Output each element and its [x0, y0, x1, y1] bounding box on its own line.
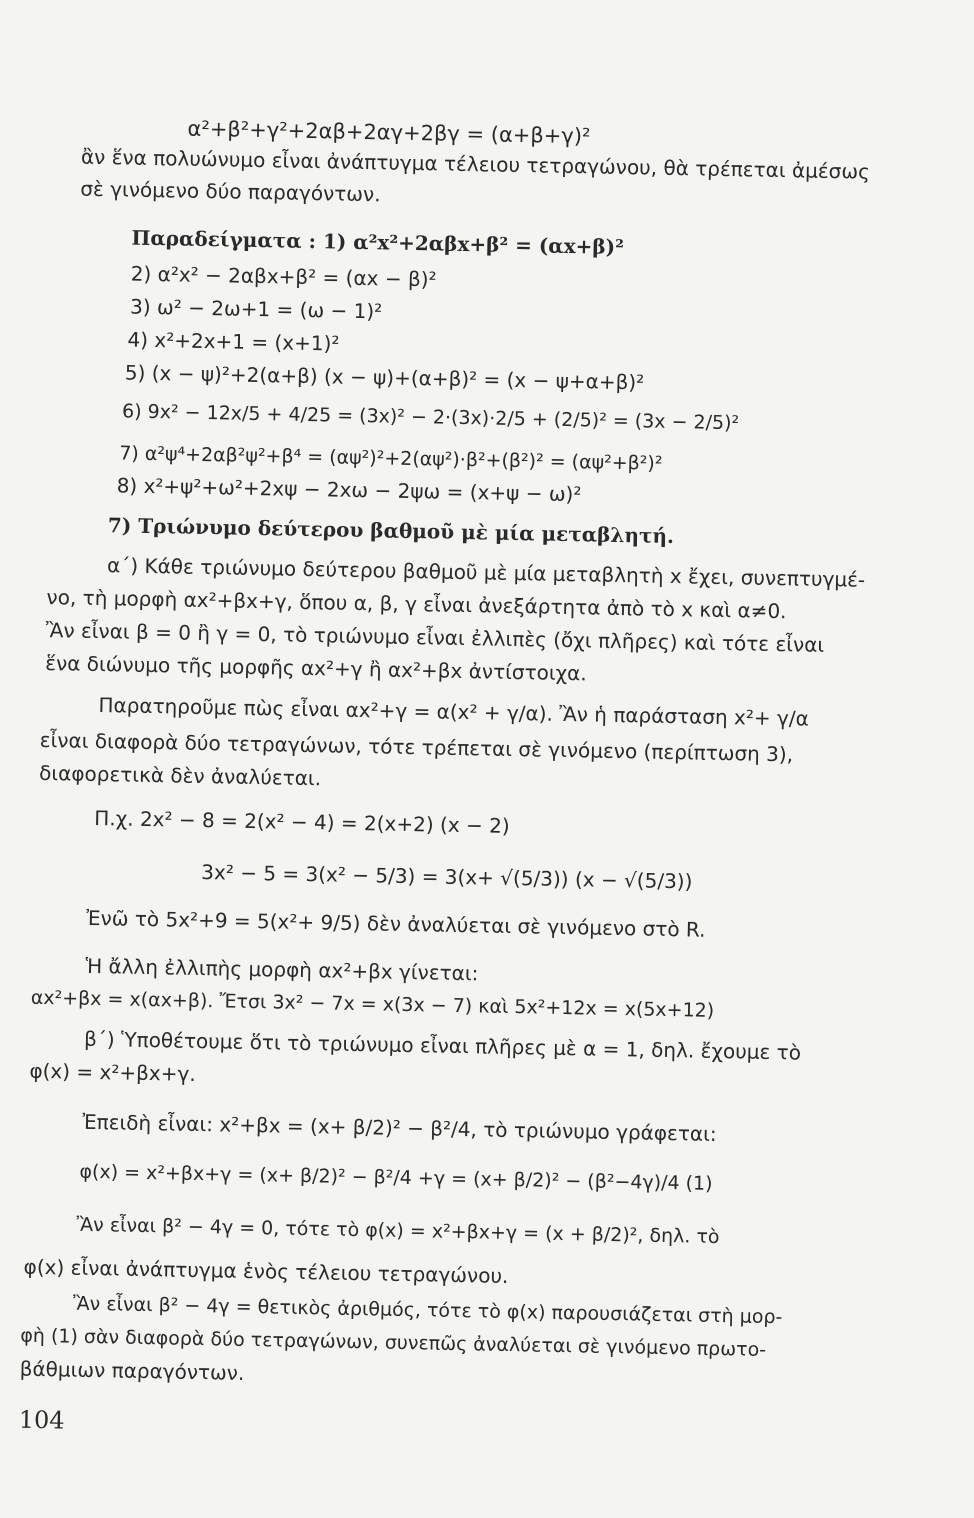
- text-line: Ἡ ἄλλη ἐλλιπὴς μορφὴ αx²+βx γίνεται:: [85, 953, 479, 986]
- example-6: 6) 9x² − 12x/5 + 4/25 = (3x)² − 2·(3x)·2/5 + (2/5)² = (3x − 2/5)²: [121, 400, 740, 435]
- text-line: βάθμιων παραγόντων.: [19, 1356, 245, 1385]
- text-line: νο, τὴ μορφὴ αx²+βx+γ, ὅπου α, β, γ εἶναι ἀνεξάρτητα ἀπὸ τὸ x καὶ α≠0.: [46, 585, 787, 624]
- text-line: α΄) Κάθε τριώνυμο δεύτερου βαθμοῦ μὲ μία μεταβλητὴ x ἔχει, συνεπτυγμέ-: [106, 553, 866, 592]
- text-line: φ(x) εἶναι ἀνάπτυγμα ἑνὸς τέλειου τετραγώνου.: [23, 1254, 509, 1288]
- example-5: 5) (x − ψ)²+2(α+β) (x − ψ)+(α+β)² = (x − ψ+α+β)²: [124, 360, 645, 395]
- text-line: ἕνα διώνυμο τῆς μορφῆς αx²+γ ἢ αx²+βx ἀντίστοιχα.: [45, 650, 587, 686]
- equation-1: φ(x) = x²+βx+γ = (x+ β/2)² − β²/4 +γ = (x+ β/2)² − (β²−4γ)/4 (1): [79, 1160, 713, 1195]
- text-line: Ἂν εἶναι β = 0 ἢ γ = 0, τὸ τριώνυμο εἶναι ἐλλιπὲς (ὄχι πλῆρες) καὶ τότε εἶναι: [45, 617, 825, 657]
- text-line: Ἐνῶ τὸ 5x²+9 = 5(x²+ 9/5) δὲν ἀναλύεται σὲ γινόμενο στὸ R.: [86, 905, 706, 942]
- text-line: φὴ (1) σὰν διαφορὰ δύο τετραγώνων, συνεπῶς ἀναλύεται σὲ γινόμενο πρωτο-: [20, 1324, 767, 1361]
- page-number: 104: [18, 1405, 65, 1435]
- examples-heading: Παραδείγματα : 1) α²x²+2αβx+β² = (αx+β)²: [131, 225, 625, 260]
- text-line: Ἂν εἶναι β² − 4γ = 0, τότε τὸ φ(x) = x²+βx+γ = (x + β/2)², δηλ. τὸ: [76, 1213, 720, 1249]
- example-7: 7) α²ψ⁴+2αβ²ψ²+β⁴ = (αψ²)²+2(αψ²)·β²+(β²)² = (αψ²+β²)²: [119, 442, 663, 475]
- example-line: Π.χ. 2x² − 8 = 2(x² − 4) = 2(x+2) (x − 2): [94, 805, 510, 838]
- text-line: β΄) Ὑποθέτουμε ὅτι τὸ τριώνυμο εἶναι πλῆρες μὲ α = 1, δηλ. ἔχουμε τὸ: [83, 1026, 802, 1065]
- text-line: Ἂν εἶναι β² − 4γ = θετικὸς ἀριθμός, τότε τὸ φ(x) παρουσιάζεται στὴ μορ-: [72, 1292, 783, 1329]
- text-line: φ(x) = x²+βx+γ.: [29, 1058, 196, 1086]
- section-heading: 7) Τριώνυμο δεύτερου βαθμοῦ μὲ μία μεταβλητή.: [107, 513, 675, 549]
- example-3: 3) ω² − 2ω+1 = (ω − 1)²: [129, 294, 383, 324]
- example-4: 4) x²+2x+1 = (x+1)²: [127, 327, 340, 356]
- text-line: εἶναι διαφορὰ δύο τετραγώνων, τότε τρέπεται σὲ γινόμενο (περίπτωση 3),: [39, 727, 794, 767]
- example-8: 8) x²+ψ²+ω²+2xψ − 2xω − 2ψω = (x+ψ − ω)²: [116, 473, 582, 507]
- example-2: 2) α²x² − 2αβx+β² = (αx − β)²: [130, 261, 437, 292]
- identity-equation: α²+β²+γ²+2αβ+2αγ+2βγ = (α+β+γ)²: [187, 116, 591, 149]
- text-line: διαφορετικὰ δὲν ἀναλύεται.: [38, 760, 322, 791]
- text-line: αx²+βx = x(αx+β). Ἔτσι 3x² − 7x = x(3x − 7) καὶ 5x²+12x = x(5x+12): [30, 986, 715, 1022]
- text-line: Ἐπειδὴ εἶναι: x²+βx = (x+ β/2)² − β²/4, τὸ τριώνυμο γράφεται:: [82, 1109, 717, 1146]
- example-line: 3x² − 5 = 3(x² − 5/3) = 3(x+ √(5/3)) (x − √(5/3)): [201, 860, 693, 894]
- text-line: σὲ γινόμενο δύο παραγόντων.: [80, 176, 381, 207]
- text-line: Παρατηροῦμε πὼς εἶναι αx²+γ = α(x² + γ/α). Ἂν ἡ παράσταση x²+ γ/α: [98, 693, 809, 731]
- text-line: ἂν ἕνα πολυώνυμο εἶναι ἀνάπτυγμα τέλειου τετραγώνου, θὰ τρέπεται ἀμέσως: [80, 144, 871, 184]
